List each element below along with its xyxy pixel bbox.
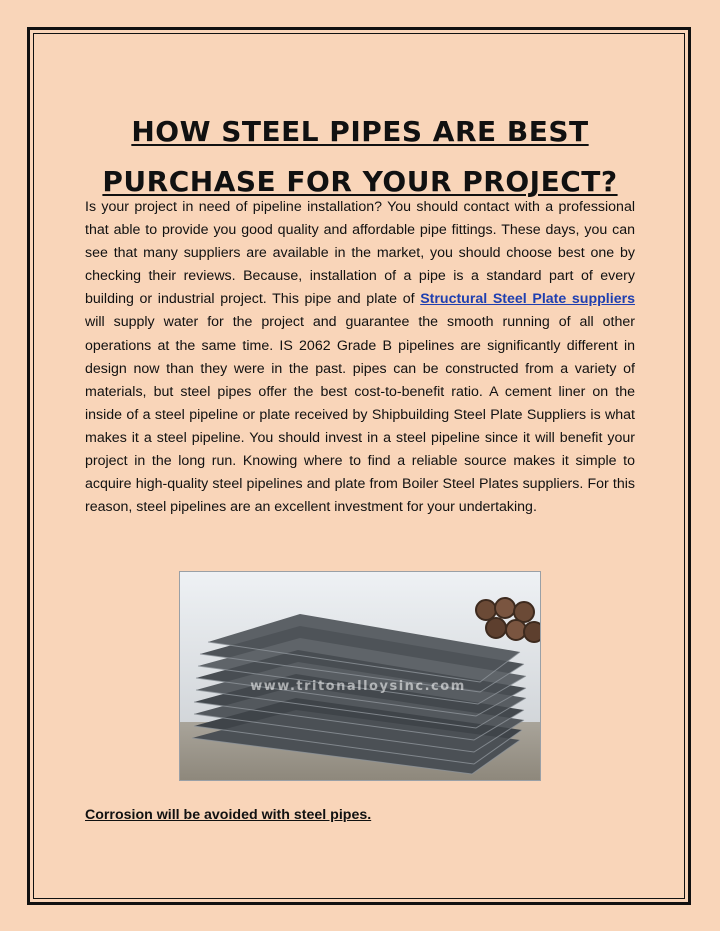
body-paragraph	[85, 196, 635, 519]
photo-watermark: www.tritonalloysinc.com	[250, 679, 466, 694]
body-text-after-link: will supply water for the project and guarantee the smooth running of all other operations at the same time. IS 2062 Grade B pipelines are significantly different in design now than they were in the past. pipes can be constructed from a variety of materials, but steel pipes offer the best cost-to-benefit ratio. A cement liner on the inside of a steel pipeline or plate received by Shipbuilding Steel Plate Suppliers is what makes it a steel pipeline. You should invest in a steel pipeline since it will benefit your project in the long run. Knowing where to find a reliable source makes it simple to acquire high-quality steel pipelines and plate from Boiler Steel Plates suppliers. For this reason, steel pipelines are an excellent investment for your undertaking.	[85, 314, 635, 516]
page-title-line-2: PURCHASE FOR YOUR PROJECT?	[102, 164, 618, 198]
page-title-line-1: HOW STEEL PIPES ARE BEST	[131, 114, 589, 148]
caption-heading: Corrosion will be avoided with steel pipes.	[85, 807, 372, 823]
steel-plates-photo	[179, 571, 541, 781]
page-title	[60, 107, 660, 207]
structural-steel-plate-suppliers-link[interactable]: Structural Steel Plate suppliers	[420, 291, 635, 308]
body-text-before-link: Is your project in need of pipeline installation? You should contact with a professional that able to provide you good quality and affordable pipe fittings. These days, you can see that many suppliers are available in the market, you should choose best one by checking their reviews. Because, installation of a pipe is a standard part of every building or industrial project. This pipe and plate of	[85, 199, 635, 308]
steel-plates-illustration	[180, 572, 540, 780]
